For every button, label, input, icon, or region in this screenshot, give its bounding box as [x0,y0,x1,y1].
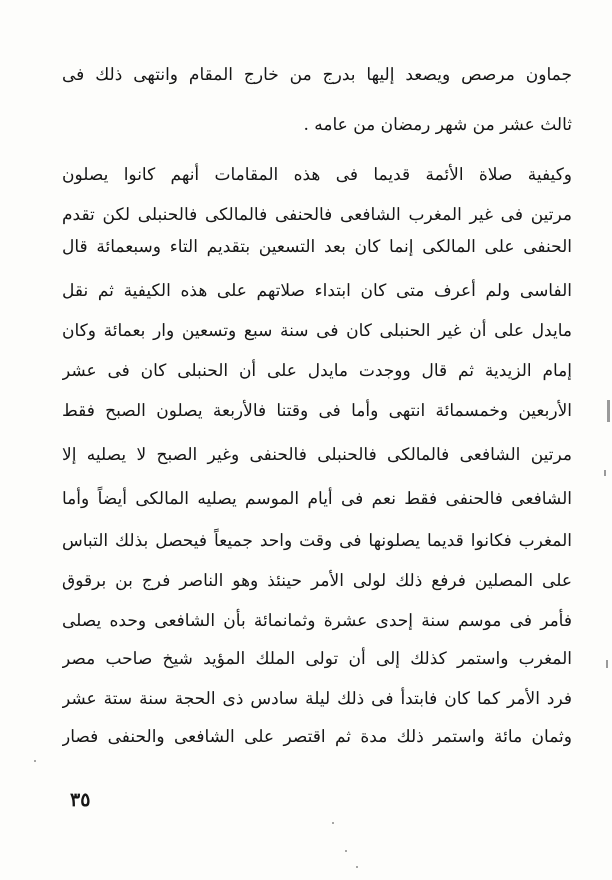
edge-scan-mark [606,660,608,668]
text-line-14: فأمر فى موسم سنة إحدى عشرة وثمانمائة بأن الشافعى وحده يصلى [62,611,572,631]
text-line-8: إمام الزيدية ثم قال ووجدت مايدل على أن الحنبلى كان فى عشر [62,361,572,381]
text-line-13: على المصلين فرفع ذلك لولى الأمر حينئذ وهو الناصر فرج بن برقوق [62,571,572,591]
page-number: ٣٥ [70,789,91,811]
paper-speck [34,760,36,762]
text-line-15: المغرب واستمر كذلك إلى أن تولى الملك المؤيد شيخ صاحب مصر [62,649,572,669]
text-line-6: الفاسى ولم أعرف متى كان ابتداء صلاتهم على هذه الكيفية ثم نقل [62,281,572,301]
paper-speck [356,866,358,868]
text-line-4: مرتين فى غير المغرب الشافعى فالحنفى فالمالكى فالحنبلى لكن تقدم [62,205,572,225]
edge-scan-mark [607,400,610,422]
text-line-1: جماون مرصص ويصعد إليها بدرج من خارج المقام وانتهى ذلك فى [62,65,572,85]
paper-speck [345,850,347,852]
text-line-2: ثالث عشر من شهر رمضان من عامه . [303,115,572,135]
text-line-5: الحنفى على المالكى إنما كان بعد التسعين بتقديم التاء وسبعمائة قال [62,237,572,257]
text-line-16: فرد الأمر كما كان فابتدأ فى ذلك ليلة سادس ذى الحجة سنة ستة عشر [62,689,572,709]
text-line-3: وكيفية صلاة الأئمة قديما فى هذه المقامات أنهم كانوا يصلون [62,165,572,185]
text-line-11: الشافعى فالحنفى فقط نعم فى أيام الموسم يصليه المالكى أيضاً وأما [62,489,572,509]
text-line-9: الأربعين وخمسمائة انتهى وأما فى وقتنا فالأربعة يصلون الصبح فقط [62,401,572,421]
text-line-10: مرتين الشافعى فالمالكى فالحنبلى فالحنفى وغير الصبح لا يصليه إلا [62,445,572,465]
text-line-12: المغرب فكانوا قديما يصلونها فى وقت واحد جميعاً فيحصل بذلك التباس [62,531,572,551]
edge-scan-mark [604,470,606,476]
text-line-17: وثمان مائة واستمر ذلك مدة ثم اقتصر على الشافعى والحنفى فصار [62,727,572,747]
text-line-7: مايدل على أن غير الحنبلى كان فى سنة سبع وتسعين وار بعمائة وكان [62,321,572,341]
paper-speck [332,822,334,824]
